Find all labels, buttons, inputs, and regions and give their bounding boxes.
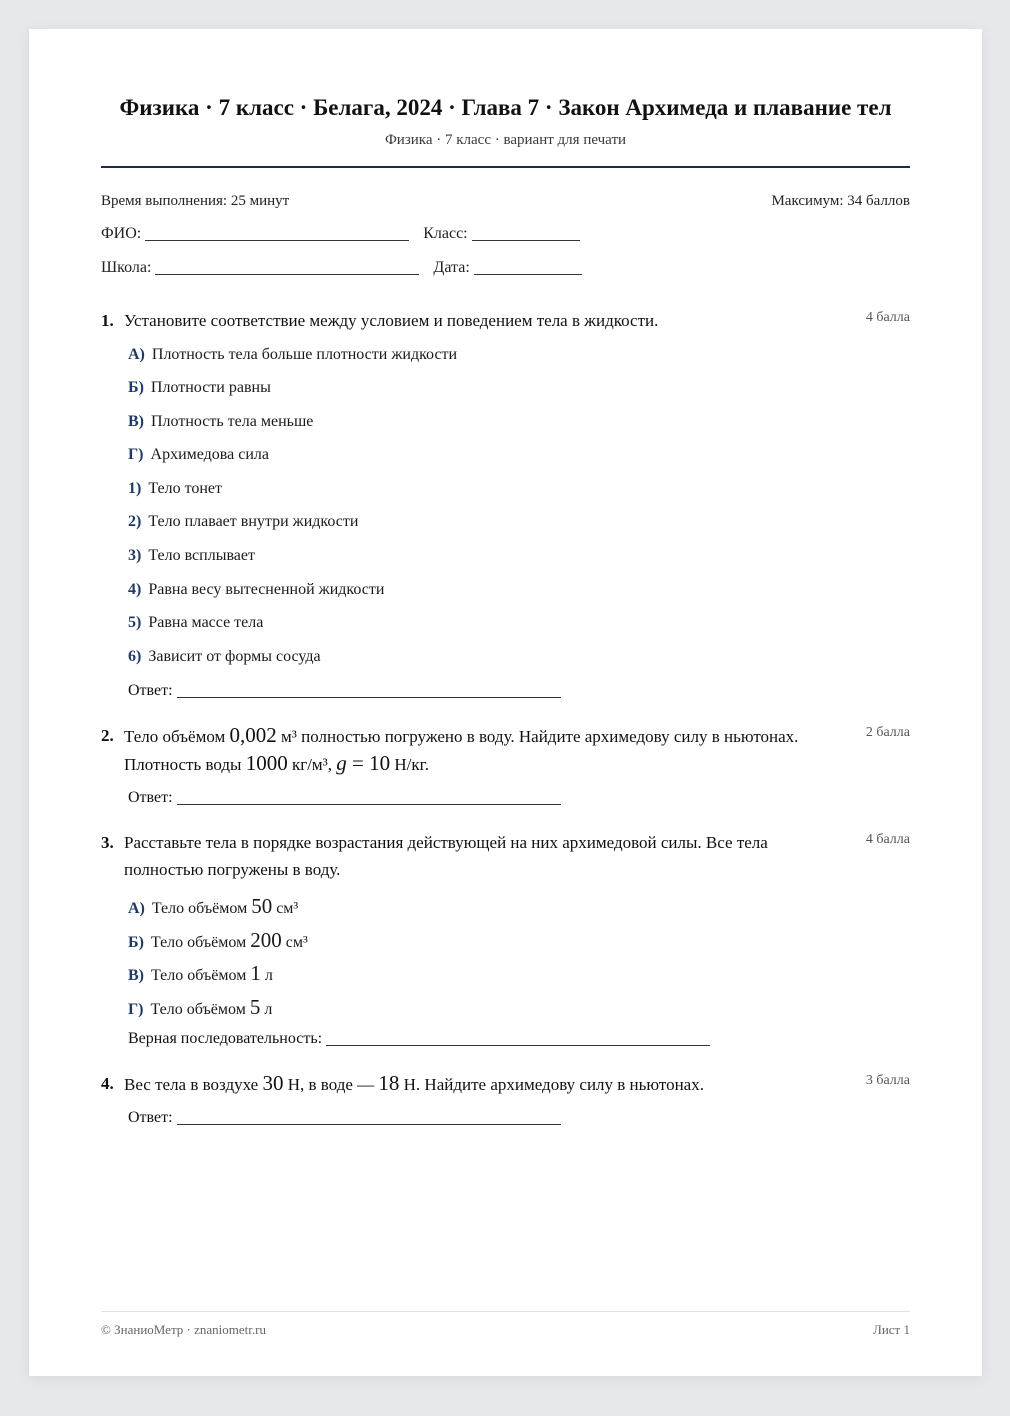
math-value: 200	[250, 928, 282, 952]
option-label: А)	[128, 900, 145, 917]
answer-label: Верная последовательность:	[128, 1030, 323, 1047]
option-label: 5)	[128, 614, 142, 631]
worksheet-page	[29, 29, 982, 1376]
footer-divider	[101, 1311, 910, 1312]
option-item	[128, 346, 457, 364]
text-segment: Вес тела в воздухе	[124, 1075, 263, 1094]
question-text	[124, 1070, 844, 1098]
option-label: В)	[128, 967, 144, 984]
school-date-row	[101, 259, 586, 277]
school-label: Школа:	[101, 259, 152, 276]
option-item	[128, 928, 308, 953]
option-unit: см³	[281, 934, 308, 951]
math-value: = 10	[346, 751, 391, 775]
option-label: 4)	[128, 581, 142, 598]
option-item	[128, 894, 298, 919]
text-segment: Н/кг.	[390, 755, 429, 774]
answer-row	[128, 1109, 565, 1127]
question-number: 4.	[101, 1074, 114, 1093]
option-text: Плотности равны	[150, 379, 271, 396]
option-label: Б)	[128, 934, 144, 951]
option-label: В)	[128, 413, 144, 430]
option-label: А)	[128, 346, 145, 363]
answer-field[interactable]	[177, 696, 561, 698]
option-label: Б)	[128, 379, 144, 396]
math-variable: g	[336, 751, 347, 775]
question-points: 3 балла	[865, 1073, 910, 1088]
page-title: Физика · 7 класс · Белага, 2024 · Глава 7 · Закон Архимеда и плавание тел	[119, 95, 892, 120]
option-text: Плотность тела меньше	[151, 413, 314, 430]
class-field[interactable]	[472, 239, 580, 241]
option-text: Архимедова сила	[150, 446, 269, 463]
page-subtitle: Физика · 7 класс · вариант для печати	[384, 132, 627, 148]
math-value: 18	[378, 1071, 400, 1095]
option-item	[128, 413, 313, 431]
option-item	[128, 614, 263, 632]
option-label: 2)	[128, 513, 142, 530]
question-points: 4 балла	[865, 310, 910, 325]
option-text: Зависит от формы сосуда	[148, 648, 321, 665]
answer-field[interactable]	[177, 803, 561, 805]
option-text: Равна массе тела	[148, 614, 264, 631]
header-divider	[101, 166, 910, 168]
class-label: Класс:	[423, 225, 468, 242]
math-value: 0,002	[229, 723, 277, 747]
option-item	[128, 961, 273, 986]
question-text: Установите соответствие между условием и поведением тела в жидкости.	[124, 311, 659, 330]
option-label: 1)	[128, 480, 142, 497]
option-text: Равна весу вытесненной жидкости	[148, 581, 385, 598]
option-item	[128, 995, 272, 1020]
option-label: Г)	[128, 1001, 144, 1018]
answer-field[interactable]	[177, 1123, 561, 1125]
max-score: Максимум: 34 баллов	[771, 193, 910, 209]
option-text: Тело плавает внутри жидкости	[148, 513, 359, 530]
option-item	[128, 446, 269, 464]
option-item	[128, 379, 271, 397]
option-item	[128, 581, 384, 599]
answer-row	[128, 789, 565, 807]
footer-copyright: © ЗнаниоМетр · znaniometr.ru	[101, 1322, 266, 1337]
answer-label: Ответ:	[128, 1109, 173, 1126]
option-unit: л	[260, 967, 273, 984]
option-label: Г)	[128, 446, 144, 463]
math-value: 1	[250, 961, 261, 985]
option-unit: л	[260, 1001, 273, 1018]
answer-label: Ответ:	[128, 682, 173, 699]
option-item	[128, 648, 321, 666]
answer-label: Ответ:	[128, 789, 173, 806]
math-value: 5	[249, 995, 261, 1019]
math-value: 30	[262, 1071, 284, 1095]
option-text: Тело всплывает	[148, 547, 255, 564]
school-field[interactable]	[155, 273, 419, 275]
text-segment: Тело объёмом	[124, 727, 230, 746]
text-segment: м³ полностью погружено в воду. Найдите архимедову силу в ньютонах. Плотность воды	[124, 727, 799, 774]
name-class-row	[101, 225, 584, 243]
option-text: Плотность тела больше плотности жидкости	[151, 346, 458, 363]
answer-row	[128, 682, 565, 700]
question-points: 2 балла	[865, 725, 910, 740]
text-segment: Н. Найдите архимедову силу в ньютонах.	[399, 1075, 704, 1094]
option-text: Тело тонет	[148, 480, 223, 497]
date-label: Дата:	[433, 259, 470, 276]
option-label: 3)	[128, 547, 142, 564]
answer-field[interactable]	[326, 1044, 710, 1046]
question-number: 3.	[101, 833, 114, 852]
option-item	[128, 480, 222, 498]
footer-page-number: Лист 1	[873, 1322, 910, 1337]
option-text: Тело объёмом	[151, 900, 252, 917]
date-field[interactable]	[474, 273, 582, 275]
question-points: 4 балла	[865, 832, 910, 847]
option-text: Тело объёмом	[150, 1001, 250, 1018]
option-text: Тело объёмом	[150, 934, 251, 951]
option-item	[128, 547, 255, 565]
option-unit: см³	[272, 900, 299, 917]
option-item	[128, 513, 358, 531]
question-text: Расставьте тела в порядке возрастания действующей на них архимедовой силы. Все тела полностью погружены в воду.	[124, 833, 768, 879]
text-segment: Н, в воде —	[283, 1075, 379, 1094]
question-text	[124, 722, 844, 778]
answer-row	[128, 1030, 714, 1048]
math-value: 50	[251, 894, 273, 918]
math-value: 1000	[245, 751, 288, 775]
question-number: 1.	[101, 311, 114, 330]
text-segment: кг/м³,	[287, 755, 337, 774]
question-number: 2.	[101, 726, 114, 745]
option-text: Тело объёмом	[151, 967, 251, 984]
option-label: 6)	[128, 648, 142, 665]
fio-field[interactable]	[145, 239, 409, 241]
time-limit: Время выполнения: 25 минут	[101, 193, 290, 209]
fio-label: ФИО:	[101, 225, 142, 242]
